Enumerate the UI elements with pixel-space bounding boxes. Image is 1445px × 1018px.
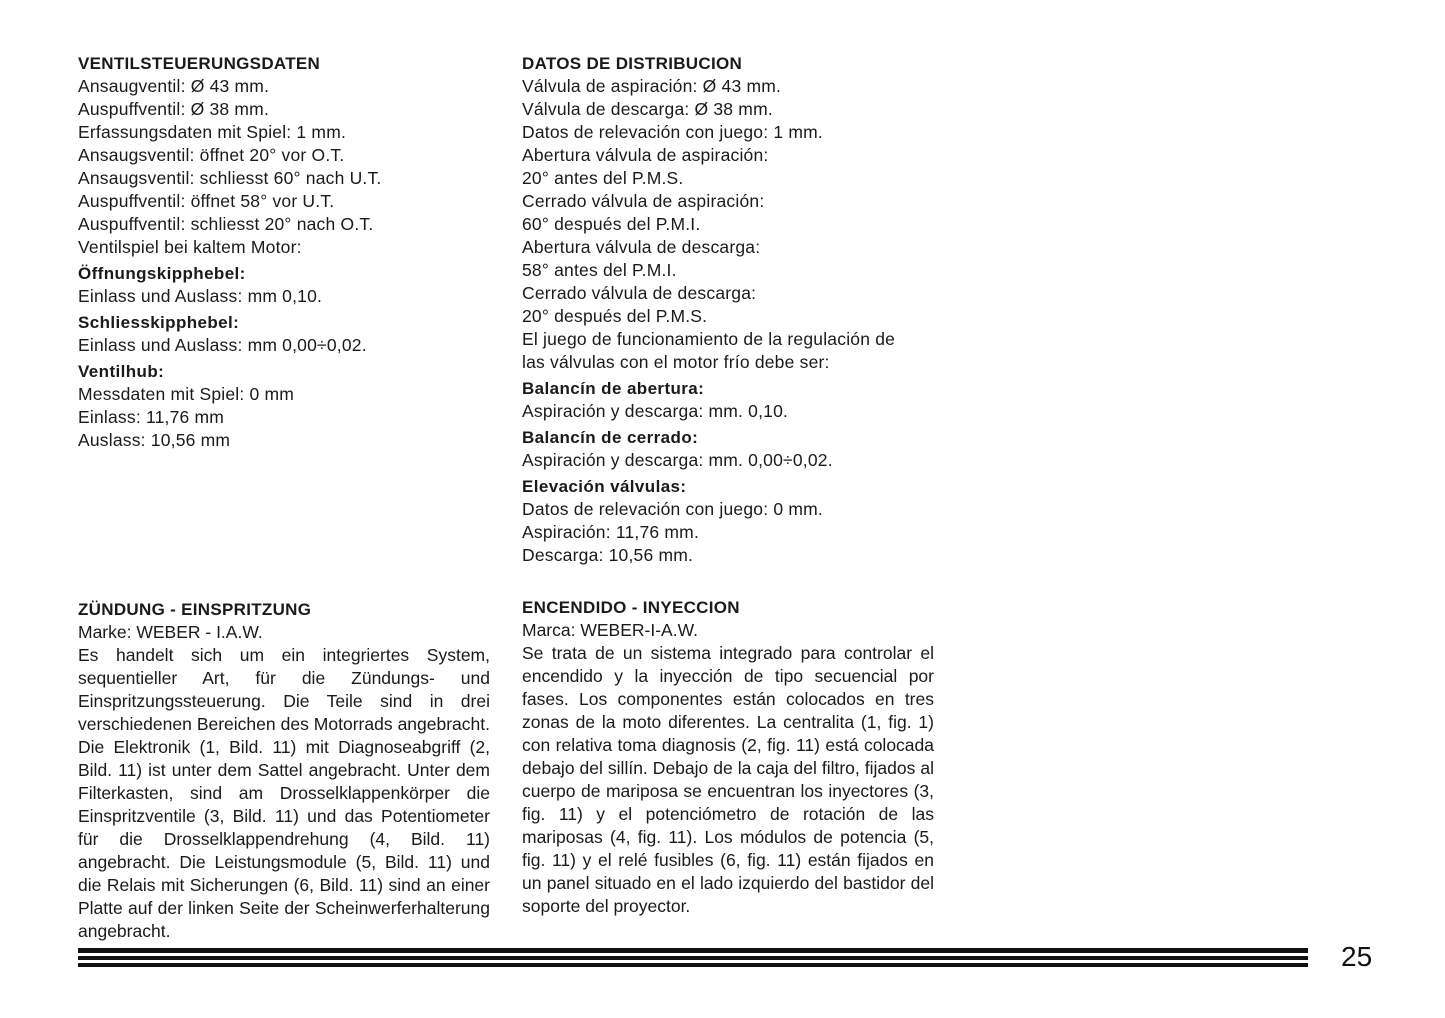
footer-rule [78, 963, 1308, 967]
german-valve-line: Auspuffventil: öffnet 58° vor U.T. [78, 191, 335, 211]
german-close-rocker-value: Einlass und Auslass: mm 0,00÷0,02. [78, 335, 367, 355]
spanish-valve-line: Válvula de aspiración: Ø 43 mm. [522, 76, 782, 96]
german-ignition-paragraph: Es handelt sich um ein integriertes System, sequentieller Art, für die Zündungs- und Einspritzungssteuerung. Die Teile sind in drei verschiedenen Bereichen des Motorrads angebracht. Die Elektronik (1, Bild. 11) mit Diagnoseabgriff (2, Bild. 11) ist unter dem Sattel angebracht. Unter dem Filterkasten, sind am Drosselklappenkörper die Einspritzventile (3, Bild. 11) und das Potentiometer für die Drosselklappendrehung (4, Bild. 11) angebracht. Die Leistungsmodule (5, Bild. 11) und die Relais mit Sicherungen (6, Bild. 11) sind an einer Platte auf der linken Seite der Scheinwerferhalterung angebracht. [78, 645, 490, 941]
german-lift-line: Auslass: 10,56 mm [78, 430, 231, 450]
german-valve-line: Auspuffventil: schliesst 20° nach O.T. [78, 214, 374, 234]
spanish-ignition-paragraph: Se trata de un sistema integrado para controlar el encendido y la inyección de tipo secuencial por fases. Los componentes están colocados en tres zonas de la moto diferentes. La centralita (1, fig. 1) con relativa toma diagnosis (2, fig. 11) está colocada debajo del sillín. Debajo de la caja del filtro, fijados al cuerpo de mariposa se encuentran los inyectores (3, fig. 11) y el potenciómetro de rotación de las mariposas (4, fig. 11). Los módulos de potencia (5, fig. 11) y el relé fusibles (6, fig. 11) están fijados en un panel situado en el lado izquierdo del bastidor del soporte del proyector. [522, 643, 934, 916]
spanish-lift-line: Aspiración: 11,76 mm. [522, 522, 700, 542]
spanish-valve-line: El juego de funcionamiento de la regulación de [522, 329, 896, 349]
spanish-open-rocker-value: Aspiración y descarga: mm. 0,10. [522, 401, 789, 421]
spanish-valve-line: Cerrado válvula de aspiración: [522, 191, 765, 211]
spanish-valve-line: Abertura válvula de descarga: [522, 237, 761, 257]
spanish-lift-line: Descarga: 10,56 mm. [522, 545, 694, 565]
german-close-rocker-title: Schliesskipphebel: [78, 313, 240, 332]
spanish-lift-title: Elevación válvulas: [522, 477, 687, 496]
spanish-lift-line: Datos de relevación con juego: 0 mm. [522, 499, 823, 519]
german-open-rocker-value: Einlass und Auslass: mm 0,10. [78, 286, 323, 306]
german-lift-line: Einlass: 11,76 mm [78, 407, 225, 427]
footer-rule [78, 948, 1308, 953]
spanish-valve-line: 58° antes del P.M.I. [522, 260, 677, 280]
spanish-valve-section [522, 52, 934, 567]
spanish-valve-line: las válvulas con el motor frío debe ser: [522, 352, 830, 372]
german-valve-line: Ansaugventil: Ø 43 mm. [78, 76, 270, 96]
spanish-valve-line: 20° antes del P.M.S. [522, 168, 684, 188]
german-valve-section [78, 52, 490, 452]
german-valve-line: Ansaugsventil: schliesst 60° nach U.T. [78, 168, 382, 188]
spanish-ignition-title: ENCENDIDO - INYECCION [522, 598, 740, 617]
spanish-close-rocker-title: Balancín de cerrado: [522, 428, 699, 447]
german-ignition-brand: Marke: WEBER - I.A.W. [78, 622, 263, 642]
spanish-valve-line: 20° después del P.M.S. [522, 306, 708, 326]
german-open-rocker-title: Öffnungskipphebel: [78, 264, 246, 283]
spanish-ignition-brand: Marca: WEBER-I-A.W. [522, 620, 698, 640]
page-number: 25 [1341, 941, 1373, 972]
spanish-close-rocker-value: Aspiración y descarga: mm. 0,00÷0,02. [522, 450, 833, 470]
footer-rule [78, 956, 1308, 960]
spanish-valve-line: Cerrado válvula de descarga: [522, 283, 757, 303]
spanish-open-rocker-title: Balancín de abertura: [522, 379, 705, 398]
german-valve-line: Ansaugsventil: öffnet 20° vor O.T. [78, 145, 345, 165]
spanish-valve-line: Abertura válvula de aspiración: [522, 145, 769, 165]
german-lift-line: Messdaten mit Spiel: 0 mm [78, 384, 295, 404]
spanish-valve-line: Válvula de descarga: Ø 38 mm. [522, 99, 773, 119]
german-lift-title: Ventilhub: [78, 362, 165, 381]
footer-rules [78, 948, 1308, 967]
german-valve-title: VENTILSTEUERUNGSDATEN [78, 54, 321, 73]
german-valve-line: Erfassungsdaten mit Spiel: 1 mm. [78, 122, 347, 142]
spanish-valve-title: DATOS DE DISTRIBUCION [522, 54, 743, 73]
spanish-valve-line: Datos de relevación con juego: 1 mm. [522, 122, 823, 142]
spanish-valve-line: 60° después del P.M.I. [522, 214, 701, 234]
german-ignition-section [78, 598, 490, 943]
spanish-ignition-section [522, 596, 934, 918]
german-valve-line: Auspuffventil: Ø 38 mm. [78, 99, 270, 119]
german-valve-line: Ventilspiel bei kaltem Motor: [78, 237, 302, 257]
german-ignition-title: ZÜNDUNG - EINSPRITZUNG [78, 600, 312, 619]
